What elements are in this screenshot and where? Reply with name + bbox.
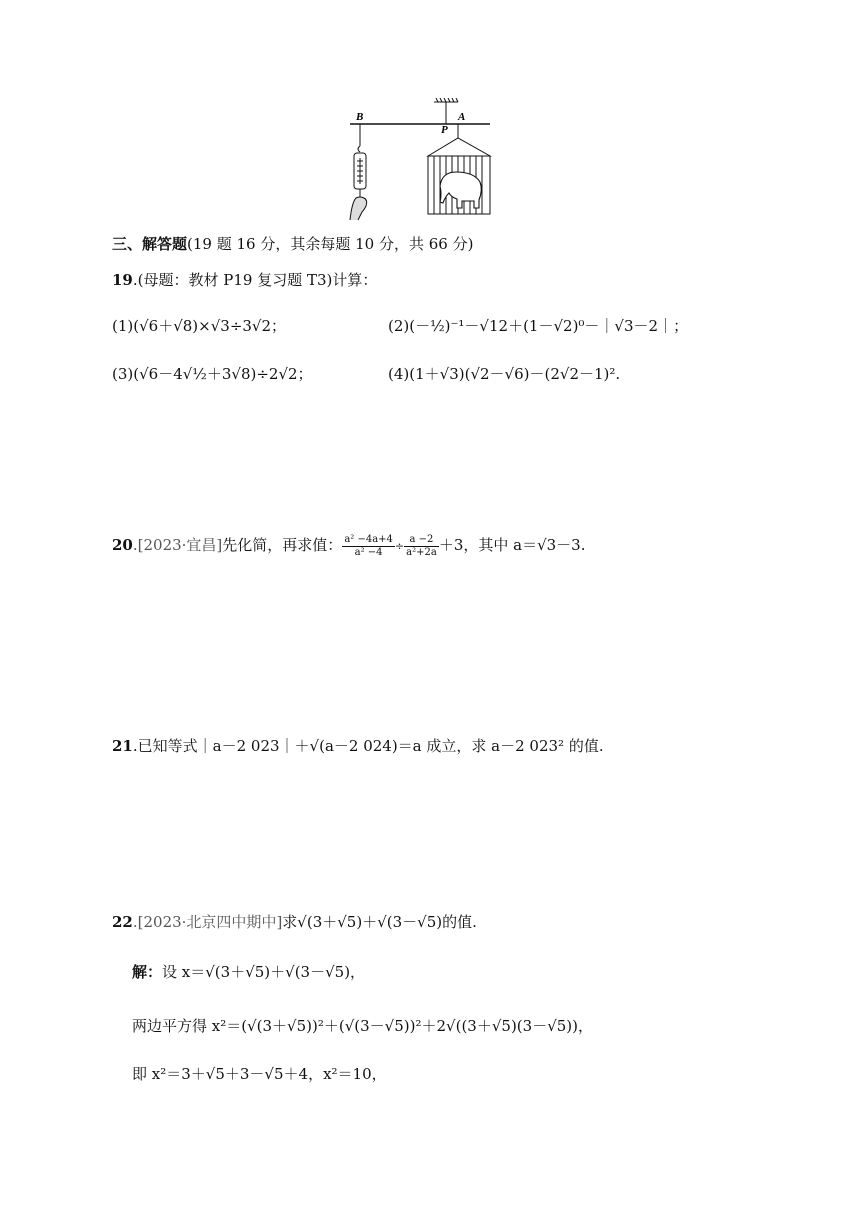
q20-frac2-den: a²+2a	[406, 546, 437, 558]
label-b: B	[356, 111, 364, 123]
ceiling-hatch	[434, 98, 458, 124]
hand-icon	[350, 197, 367, 220]
q22-solution-line3: 即 x²＝3＋√5＋3－√5＋4，x²＝10，	[132, 1065, 387, 1083]
q22-solution-line2: 两边平方得 x²＝(√(3＋√5))²＋(√(3－√5))²＋2√((3＋√5)(3－√5))，	[132, 1017, 593, 1035]
q22-text: 求√(3＋√5)＋√(3－√5)的值.	[282, 913, 477, 931]
q19-number: 19	[112, 271, 133, 289]
section-title: 三、解答题	[112, 235, 188, 253]
q20-text-a: 先化简，再求值：	[222, 536, 343, 554]
q19-part1: (1)(√6＋√8)×√3÷3√2；	[112, 317, 287, 335]
q21-number: 21	[112, 737, 133, 755]
q22-solution-label: 解：	[132, 963, 163, 981]
q22-source: .[2023·北京四中期中]	[132, 913, 283, 931]
label-p: P	[441, 124, 448, 136]
label-a: A	[458, 111, 466, 123]
q20-number: 20	[112, 536, 133, 554]
q19-part4: (4)(1＋√3)(√2－√6)－(2√2－1)².	[388, 365, 621, 383]
q20-fraction-2	[404, 534, 439, 559]
q21	[112, 736, 604, 756]
q20-frac1-num: a² −4a+4	[344, 533, 393, 545]
q20-fraction-1	[342, 534, 395, 559]
q19-stem	[112, 270, 377, 290]
lever-figure	[340, 98, 500, 222]
spring-scale	[354, 124, 366, 198]
q20-div: ÷	[394, 540, 405, 553]
q20-source: .[2023·宜昌]	[132, 536, 223, 554]
q22	[112, 912, 477, 932]
q22-sol1: 设 x＝√(3＋√5)＋√(3－√5)，	[162, 963, 366, 981]
q19-source: .(母题：教材 P19 复习题 T3)计算：	[132, 271, 378, 289]
q19-part3: (3)(√6－4√½＋3√8)÷2√2；	[112, 365, 313, 383]
q20	[112, 530, 585, 562]
q19-part2: (2)(－½)⁻¹－√12＋(1－√2)⁰－｜√3－2｜；	[388, 317, 689, 335]
section-note: (19 题 16 分，其余每题 10 分，共 66 分)	[187, 235, 474, 253]
q20-text-b: ＋3，其中 a＝√3－3.	[438, 536, 586, 554]
q20-frac2-num: a −2	[404, 534, 439, 547]
q21-text: .已知等式｜a－2 023｜＋√(a－2 024)＝a 成立，求 a－2 023² 的值.	[132, 737, 604, 755]
section-heading	[112, 234, 473, 254]
q22-solution-line1	[132, 962, 365, 982]
q20-frac1-den: a² −4	[354, 546, 383, 558]
q22-number: 22	[112, 913, 133, 931]
